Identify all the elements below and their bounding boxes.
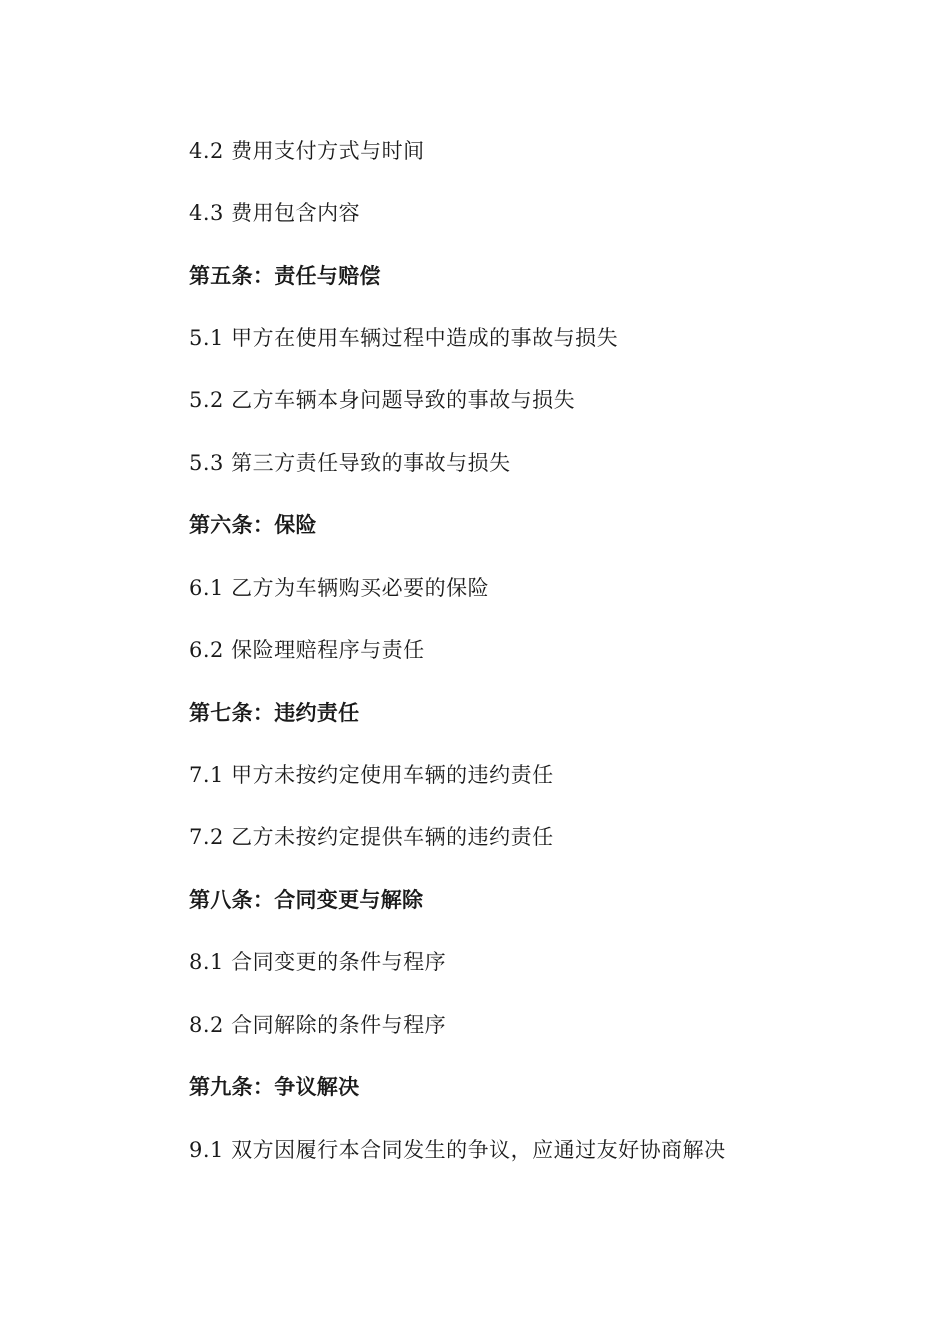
clause-7-2: 7.2 乙方未按约定提供车辆的违约责任 (189, 825, 554, 849)
clause-4-2: 4.2 费用支付方式与时间 (189, 139, 425, 163)
article-5-heading: 第五条：责任与赔偿 (189, 264, 381, 288)
clause-7-1: 7.1 甲方未按约定使用车辆的违约责任 (189, 763, 554, 787)
clause-5-1: 5.1 甲方在使用车辆过程中造成的事故与损失 (189, 326, 619, 350)
article-6-heading: 第六条：保险 (189, 513, 317, 537)
article-8-heading: 第八条：合同变更与解除 (189, 888, 424, 912)
clause-8-1: 8.1 合同变更的条件与程序 (189, 950, 447, 974)
clause-9-1: 9.1 双方因履行本合同发生的争议，应通过友好协商解决 (189, 1138, 726, 1162)
clause-5-3: 5.3 第三方责任导致的事故与损失 (189, 451, 511, 475)
article-9-heading: 第九条：争议解决 (189, 1075, 360, 1099)
clause-8-2: 8.2 合同解除的条件与程序 (189, 1013, 447, 1037)
clause-5-2: 5.2 乙方车辆本身问题导致的事故与损失 (189, 388, 576, 412)
article-7-heading: 第七条：违约责任 (189, 701, 360, 725)
clause-4-3: 4.3 费用包含内容 (189, 201, 361, 225)
clause-6-1: 6.1 乙方为车辆购买必要的保险 (189, 576, 490, 600)
clause-6-2: 6.2 保险理赔程序与责任 (189, 638, 425, 662)
